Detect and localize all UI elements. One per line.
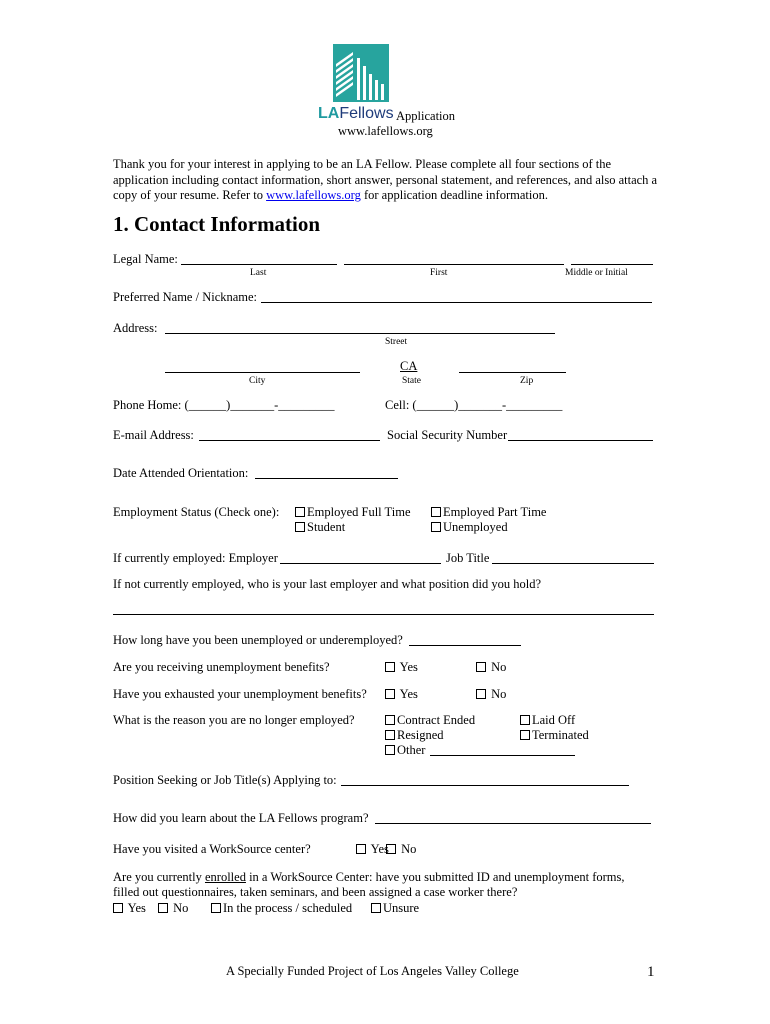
orientation-label: Date Attended Orientation: [113, 466, 249, 480]
last-label: Last [250, 268, 267, 278]
city-field[interactable] [165, 372, 360, 373]
student-option[interactable] [295, 520, 345, 535]
employed-part-time-option[interactable] [431, 505, 546, 520]
option-label: Employed Full Time [307, 505, 411, 519]
website: www.lafellows.org [338, 124, 433, 138]
terminated-option[interactable] [520, 728, 589, 743]
employment-status-label: Employment Status (Check one): [113, 505, 280, 519]
checkbox-icon[interactable] [431, 522, 441, 532]
exhausted-no-option[interactable] [476, 687, 506, 702]
checkbox-icon[interactable] [476, 662, 486, 672]
street-label: Street [385, 337, 408, 347]
checkbox-icon[interactable] [431, 507, 441, 517]
option-label: No [491, 687, 507, 701]
preferred-name-field[interactable] [261, 302, 652, 303]
option-label: Laid Off [532, 713, 576, 727]
enrolled-text-end: in a WorkSource Center: have you submitted ID and unemployment forms, [245, 870, 625, 884]
reason-question: What is the reason you are no longer employed? [113, 713, 355, 727]
option-label: Contract Ended [397, 713, 476, 727]
employed-full-time-option[interactable] [295, 505, 411, 520]
checkbox-icon[interactable] [356, 844, 366, 854]
in-process-option[interactable] [211, 901, 352, 916]
checkbox-icon[interactable] [295, 507, 305, 517]
intro-paragraph [113, 157, 658, 204]
first-label: First [430, 268, 448, 278]
checkbox-icon[interactable] [476, 689, 486, 699]
middle-name-field[interactable] [571, 264, 653, 265]
enrolled-word: enrolled [204, 870, 246, 884]
option-label: No [491, 660, 507, 674]
first-name-field[interactable] [344, 264, 564, 265]
how-learn-question: How did you learn about the LA Fellows program? [113, 811, 369, 825]
state-value[interactable]: CA [400, 359, 418, 373]
benefits-no-option[interactable] [476, 660, 506, 675]
option-label: Employed Part Time [443, 505, 547, 519]
website-link[interactable]: www.lafellows.org [266, 188, 361, 202]
enrolled-yes-option[interactable] [113, 901, 146, 916]
email-label: E-mail Address: [113, 428, 194, 442]
option-label: Yes [399, 687, 418, 701]
legal-name-label: Legal Name: [113, 252, 178, 266]
brand-name [318, 105, 394, 123]
exhausted-question: Have you exhausted your unemployment benefits? [113, 687, 367, 701]
option-label: Yes [399, 660, 418, 674]
checkbox-icon[interactable] [385, 689, 395, 699]
checkbox-icon[interactable] [520, 715, 530, 725]
enrolled-question-line2: filled out questionnaires, taken seminars, and been assigned a case worker there? [113, 885, 518, 899]
city-label: City [249, 376, 266, 386]
option-label: Student [307, 520, 346, 534]
page-number: 1 [647, 964, 655, 980]
zip-label: Zip [520, 376, 534, 386]
worksource-question: Have you visited a WorkSource center? [113, 842, 311, 856]
checkbox-icon[interactable] [158, 903, 168, 913]
intro-text-end: for application deadline information. [360, 188, 548, 202]
not-employed-question: If not currently employed, who is your last employer and what position did you hold? [113, 577, 542, 591]
checkbox-icon[interactable] [211, 903, 221, 913]
checkbox-icon[interactable] [385, 745, 395, 755]
preferred-name-label: Preferred Name / Nickname: [113, 290, 258, 304]
option-label: Terminated [532, 728, 589, 742]
section-title: 1. Contact Information [113, 212, 321, 236]
how-long-field[interactable] [409, 645, 521, 646]
checkbox-icon[interactable] [113, 903, 123, 913]
worksource-yes-option[interactable] [356, 842, 389, 857]
state-label: State [402, 376, 421, 386]
brand-la: LA [318, 105, 340, 122]
last-employer-field[interactable] [113, 614, 654, 615]
enrolled-question-line1 [113, 870, 625, 885]
option-label: Yes [127, 901, 146, 915]
orientation-field[interactable] [255, 478, 398, 479]
how-long-question: How long have you been unemployed or underemployed? [113, 633, 403, 647]
enrolled-text: Are you currently [113, 870, 205, 884]
checkbox-icon[interactable] [385, 730, 395, 740]
benefits-yes-option[interactable] [385, 660, 418, 675]
resigned-option[interactable] [385, 728, 444, 743]
checkbox-icon[interactable] [520, 730, 530, 740]
checkbox-icon[interactable] [295, 522, 305, 532]
enrolled-no-option[interactable] [158, 901, 188, 916]
middle-label: Middle or Initial [565, 268, 628, 278]
checkbox-icon[interactable] [371, 903, 381, 913]
laid-off-option[interactable] [520, 713, 575, 728]
option-label: No [173, 901, 189, 915]
employer-field[interactable] [280, 563, 441, 564]
cell-field[interactable]: Cell: (______)_______-_________ [385, 398, 563, 412]
zip-field[interactable] [459, 372, 566, 373]
checkbox-icon[interactable] [385, 715, 395, 725]
address-label: Address: [113, 321, 158, 335]
option-label: Yes [370, 842, 389, 856]
current-employer-label: If currently employed: Employer [113, 551, 278, 565]
unsure-option[interactable] [371, 901, 419, 916]
option-label: Unsure [383, 901, 420, 915]
how-learn-field[interactable] [375, 823, 651, 824]
checkbox-icon[interactable] [385, 662, 395, 672]
email-field[interactable] [199, 440, 380, 441]
contract-ended-option[interactable] [385, 713, 475, 728]
footer-text: A Specially Funded Project of Los Angeles Valley College [226, 964, 519, 978]
option-label: Other [397, 743, 426, 757]
option-label: Unemployed [443, 520, 508, 534]
option-label: In the process / scheduled [223, 901, 353, 915]
ssn-field[interactable] [508, 440, 653, 441]
benefits-question: Are you receiving unemployment benefits? [113, 660, 330, 674]
job-title-field[interactable] [492, 563, 654, 564]
last-name-field[interactable] [181, 264, 337, 265]
brand-suffix: Application [396, 109, 456, 123]
job-title-label: Job Title [446, 551, 490, 565]
la-fellows-logo-icon [333, 44, 393, 106]
street-field[interactable] [165, 333, 555, 334]
brand-fellows: Fellows [339, 105, 394, 122]
worksource-no-option[interactable] [386, 842, 416, 857]
other-option[interactable] [385, 743, 425, 758]
option-label: No [401, 842, 417, 856]
option-label: Resigned [397, 728, 444, 742]
checkbox-icon[interactable] [386, 844, 396, 854]
unemployed-option[interactable] [431, 520, 508, 535]
ssn-label: Social Security Number [387, 428, 508, 442]
phone-home-field[interactable]: Phone Home: (______)_______-_________ [113, 398, 335, 412]
other-reason-field[interactable] [430, 755, 575, 756]
position-seeking-label: Position Seeking or Job Title(s) Applying to: [113, 773, 337, 787]
intro-text: Thank you for your interest in applying to be an LA Fellow. Please complete all four sections of the application including contact information, short answer, personal statement, and references, and also attach a copy of your resume. Refer to [113, 157, 658, 202]
exhausted-yes-option[interactable] [385, 687, 418, 702]
position-seeking-field[interactable] [341, 785, 629, 786]
